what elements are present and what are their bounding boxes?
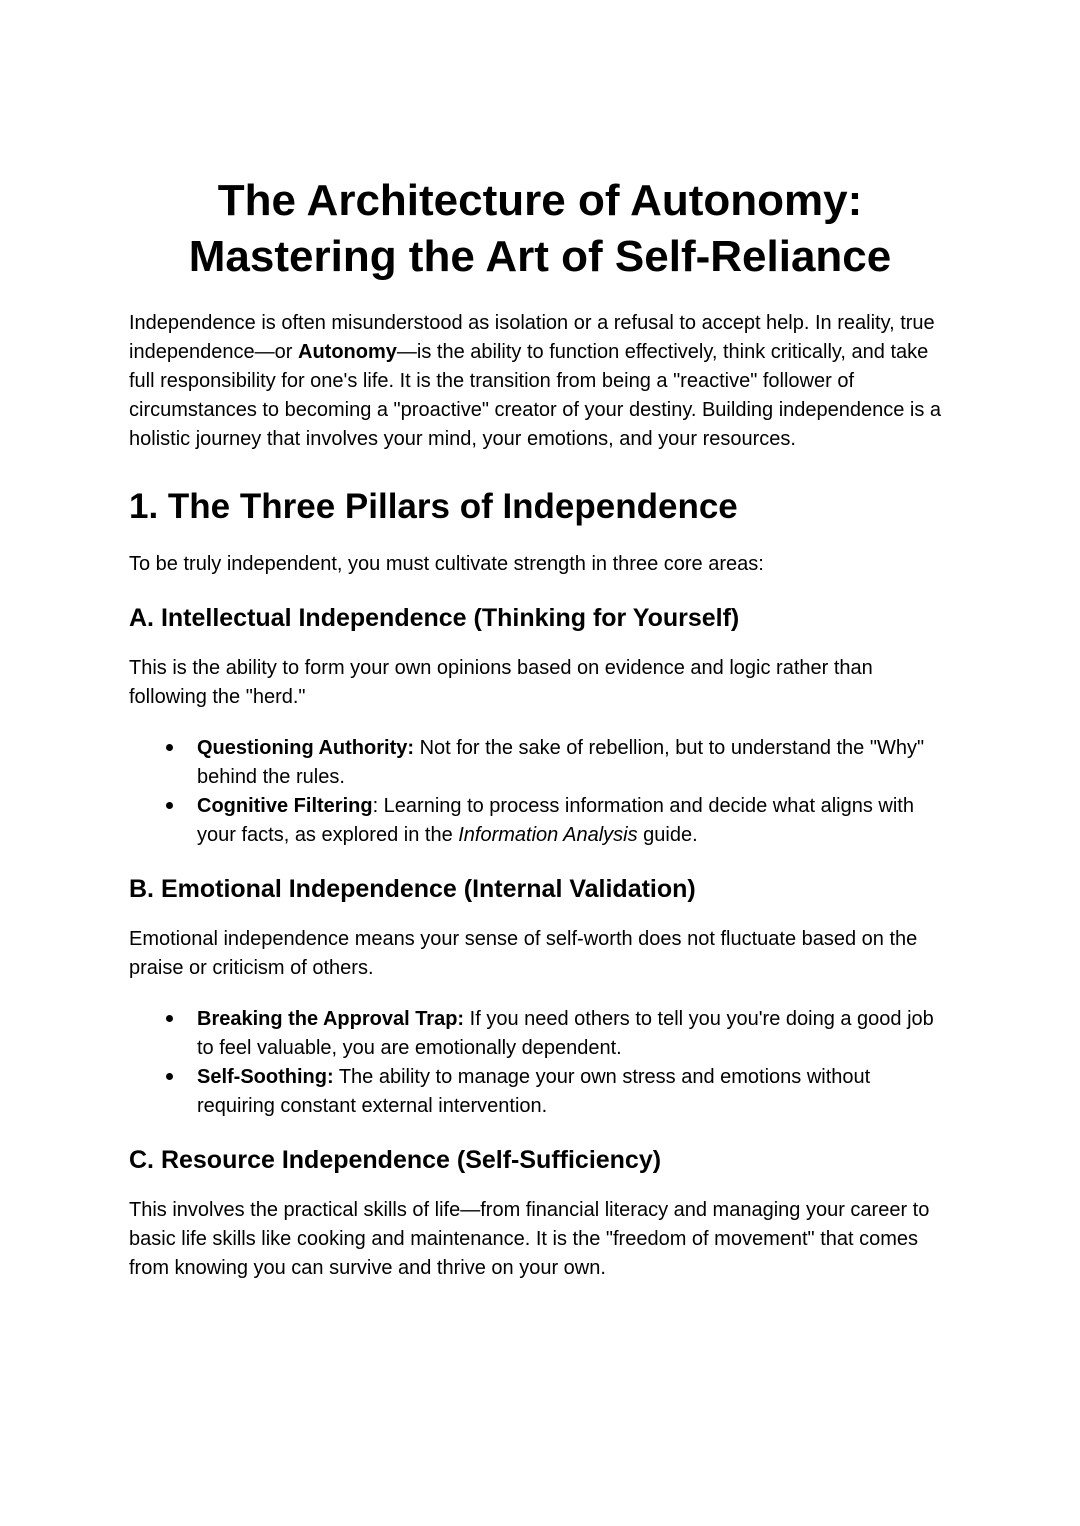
title-line-2: Mastering the Art of Self-Reliance: [188, 232, 892, 281]
bullet-text: Not for the sake of rebellion, but to understand the "Why" behind the rules.: [197, 737, 925, 788]
document-title: [129, 173, 951, 285]
intro-text-rest: —is the ability to function effectively, think critically, and take full responsibility for one's life. It is the transition from being a "reactive" follower of circumstances to becoming a "proactive" creator of your destiny. Building independence is a holistic journey that involves your mind, your emotions, and your resources.: [129, 341, 942, 450]
bullet-bold-label: Breaking the Approval Trap:: [197, 1008, 465, 1030]
subsection-a-heading: A. Intellectual Independence (Thinking for Yourself): [129, 604, 740, 632]
subsection-a-body: This is the ability to form your own opinions based on evidence and logic rather than following the "herd.": [129, 657, 873, 708]
subsection-c-body: This involves the practical skills of life—from financial literacy and managing your career to basic life skills like cooking and maintenance. It is the "freedom of movement" that comes from knowing you can survive and thrive on your own.: [129, 1199, 930, 1279]
bullet-italic-reference: Information Analysis: [458, 824, 638, 846]
intro-paragraph: [129, 309, 951, 454]
bullet-text: The ability to manage your own stress and emotions without requiring constant external intervention.: [197, 1066, 871, 1117]
bullet-cognitive-filtering: [129, 792, 951, 850]
intro-text-lead: Independence is often misunderstood as isolation or a refusal to accept help. In reality, true independence—or: [129, 312, 935, 363]
bullet-bold-label: Cognitive Filtering: [197, 795, 373, 817]
bullet-text: : Learning to process information and decide what aligns with your facts, as explored in the: [197, 795, 914, 846]
bullet-bold-label: Questioning Authority:: [197, 737, 415, 759]
bullet-text: If you need others to tell you you're doing a good job to feel valuable, you are emotionally dependent.: [197, 1008, 934, 1059]
subsection-b-heading: B. Emotional Independence (Internal Validation): [129, 875, 696, 903]
bullet-text-tail: guide.: [637, 824, 698, 846]
section-1-heading: 1. The Three Pillars of Independence: [129, 487, 738, 526]
subsection-c-heading: C. Resource Independence (Self-Sufficiency): [129, 1146, 662, 1174]
bullet-questioning-authority: [129, 734, 951, 792]
subsection-b-bullet-list: [129, 1005, 951, 1121]
bullet-self-soothing: [129, 1063, 951, 1121]
intro-bold-term: Autonomy: [298, 341, 397, 363]
subsection-b-body: Emotional independence means your sense of self-worth does not fluctuate based on the praise or criticism of others.: [129, 928, 918, 979]
bullet-breaking-approval-trap: [129, 1005, 951, 1063]
section-1-lead: To be truly independent, you must cultivate strength in three core areas:: [129, 553, 764, 575]
subsection-a-bullet-list: [129, 734, 951, 850]
bullet-bold-label: Self-Soothing:: [197, 1066, 334, 1088]
title-line-1: The Architecture of Autonomy:: [217, 176, 863, 225]
